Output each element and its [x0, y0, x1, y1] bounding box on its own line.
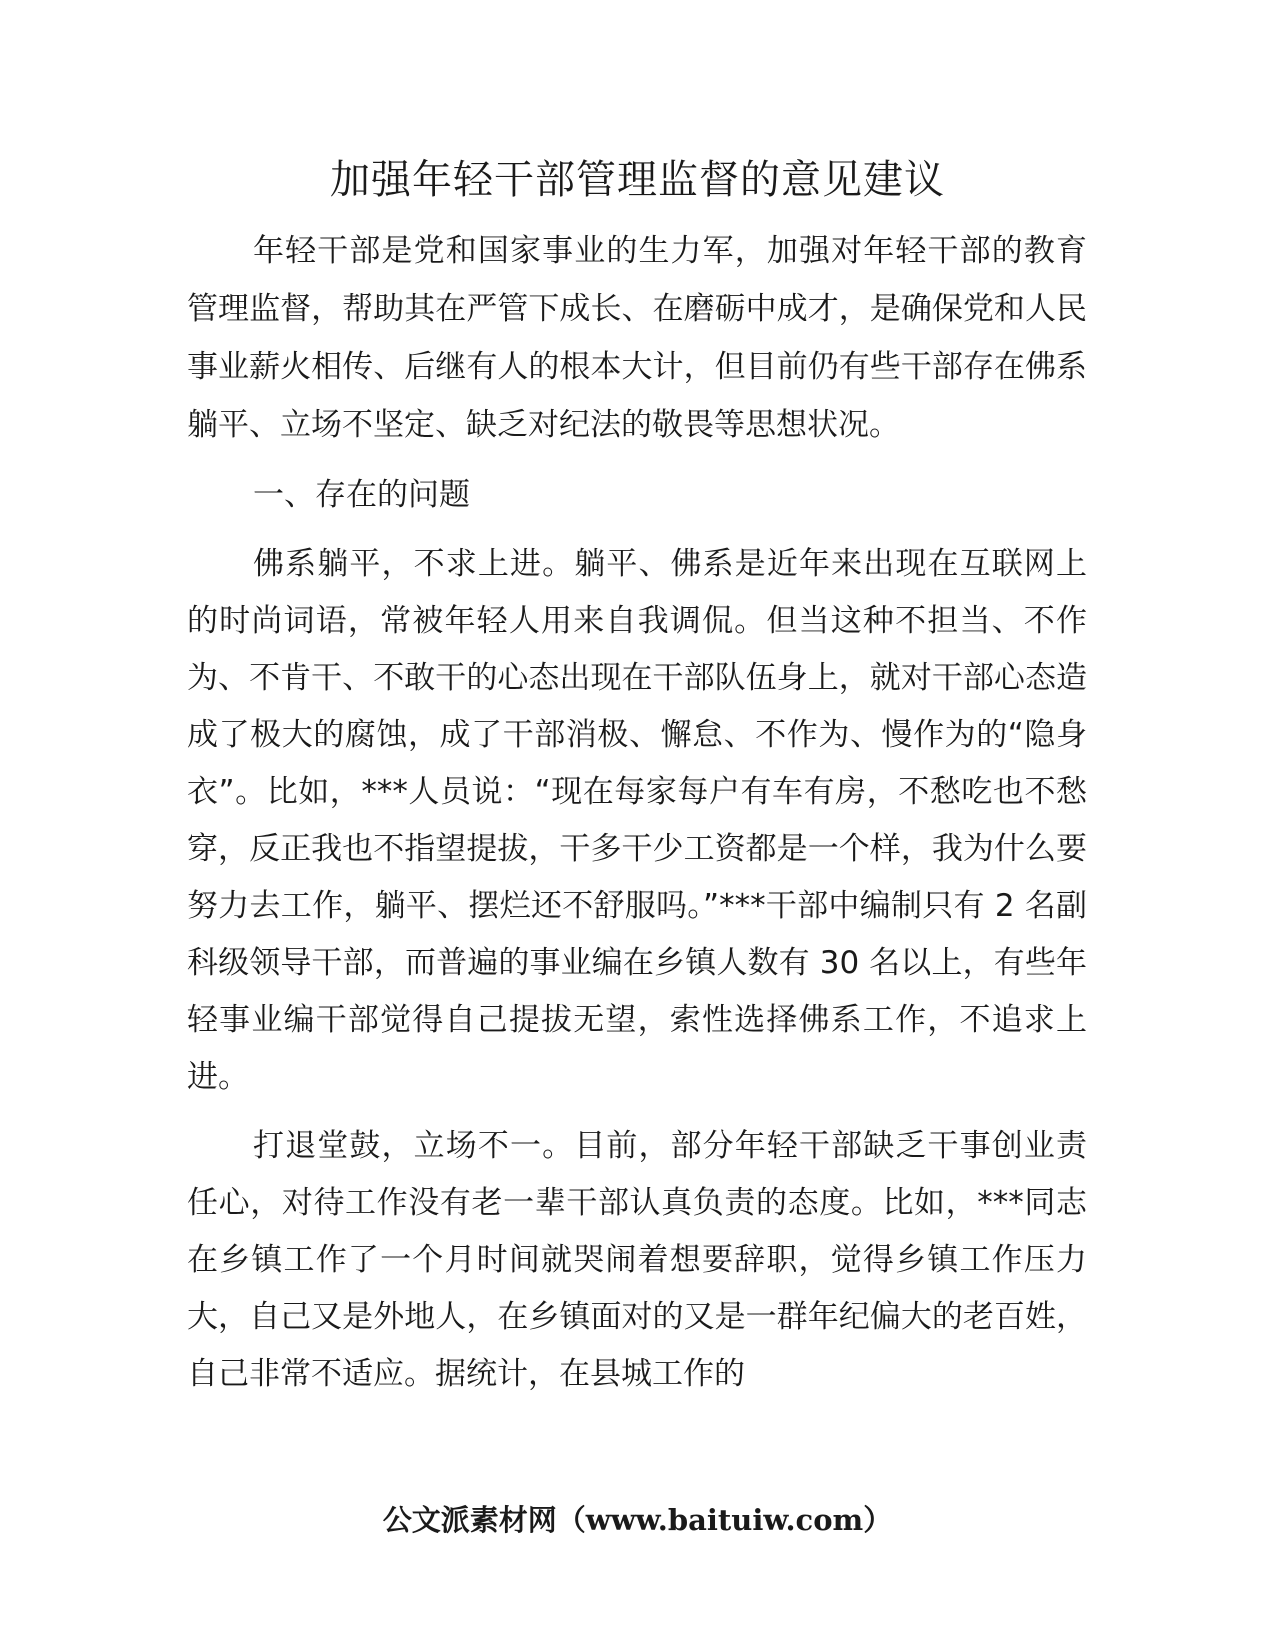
- body-paragraph: 佛系躺平，不求上进。躺平、佛系是近年来出现在互联网上的时尚词语，常被年轻人用来自我调侃。但当这种不担当、不作为、不肯干、不敢干的心态出现在干部队伍身上，就对干部心态造成了极大的腐蚀，成了干部消极、懈怠、不作为、慢作为的“隐身衣”。比如，***人员说：“现在每家每户有车有房，不愁吃也不愁穿，反正我也不指望提拔，干多干少工资都是一个样，我为什么要努力去工作，躺平、摆烂还不舒服吗。”***干部中编制只有 2 名副科级领导干部，而普遍的事业编在乡镇人数有 30 名以上，有些年轻事业编干部觉得自己提拔无望，索性选择佛系工作，不追求上进。: [187, 546, 1087, 1095]
- section-heading: 一、存在的问题: [253, 477, 470, 513]
- intro-paragraph: 年轻干部是党和国家事业的生力军，加强对年轻干部的教育管理监督，帮助其在严管下成长、在磨砺中成才，是确保党和人民事业薪火相传、后继有人的根本大计，但目前仍有些干部存在佛系躺平、立场不坚定、缺乏对纪法的敬畏等思想状况。: [187, 233, 1087, 443]
- document-body: [187, 222, 1087, 1415]
- document-title: 加强年轻干部管理监督的意见建议: [330, 157, 945, 203]
- body-paragraph: 打退堂鼓，立场不一。目前，部分年轻干部缺乏干事创业责任心，对待工作没有老一辈干部认真负责的态度。比如，***同志在乡镇工作了一个月时间就哭闹着想要辞职，觉得乡镇工作压力大，自己又是外地人，在乡镇面对的又是一群年纪偏大的老百姓，自己非常不适应。据统计，在县城工作的: [187, 1128, 1087, 1392]
- footer-watermark: 公文派素材网（www.baituiw.com）: [382, 1503, 893, 1537]
